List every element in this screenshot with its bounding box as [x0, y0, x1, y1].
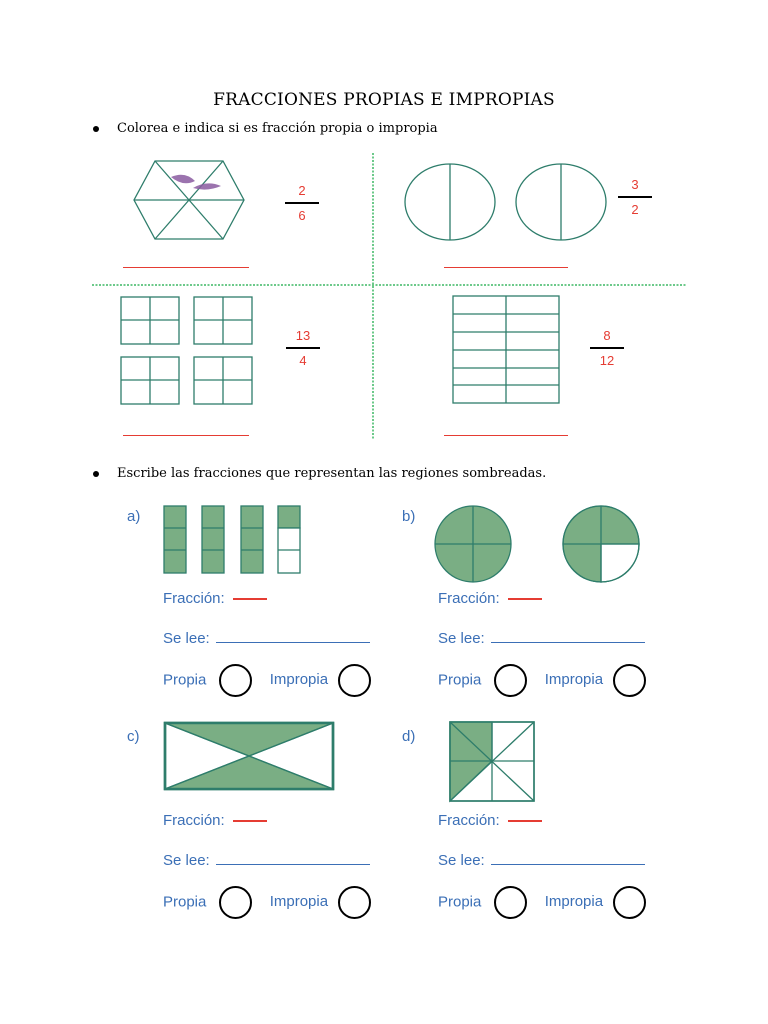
improper-label: Impropia: [269, 671, 329, 689]
improper-label: Impropia: [544, 671, 604, 689]
exercise-c-reads: [163, 852, 370, 869]
proper-label: Propia: [438, 671, 482, 689]
instruction-2-text: Escribe las fracciones que representan las regiones sombreadas.: [117, 466, 547, 481]
reads-label: Se lee:: [163, 852, 210, 869]
instruction-2: [93, 466, 546, 481]
reads-label: Se lee:: [163, 630, 210, 647]
fraction-blank[interactable]: [233, 820, 267, 822]
answer-line-4[interactable]: [444, 435, 568, 436]
fraction-label: Fracción:: [163, 590, 225, 607]
exercise-c-figure: [163, 721, 335, 791]
exercise-d-fraction: [438, 812, 542, 829]
exercise-a-classify: [163, 664, 371, 697]
proper-circle[interactable]: [494, 664, 527, 697]
exercise-a-fraction: [163, 590, 267, 607]
fraction-label: Fracción:: [163, 812, 225, 829]
exercise-b-reads: [438, 630, 645, 647]
exercise-d-classify: [438, 886, 646, 919]
denominator: 6: [298, 208, 306, 223]
exercise-b-figure: [433, 505, 643, 585]
fraction-bar: [286, 347, 320, 349]
twelve-part-rectangle: [452, 295, 562, 405]
reads-blank[interactable]: [491, 864, 645, 865]
hexagon-shape: [133, 160, 245, 240]
improper-label: Impropia: [269, 893, 329, 911]
halved-circles: [403, 163, 613, 243]
exercise-a-figure: [163, 505, 303, 575]
reads-blank[interactable]: [216, 864, 370, 865]
fraction-label: Fracción:: [438, 590, 500, 607]
answer-line-2[interactable]: [444, 267, 568, 268]
reads-blank[interactable]: [491, 642, 645, 643]
fraction-bar: [590, 347, 624, 349]
fraction-blank[interactable]: [233, 598, 267, 600]
improper-label: Impropia: [544, 893, 604, 911]
instruction-1-text: Colorea e indica si es fracción propia o impropia: [117, 121, 438, 136]
fraction-bar: [618, 196, 652, 198]
answer-line-1[interactable]: [123, 267, 249, 268]
exercise-c-fraction: [163, 812, 267, 829]
improper-circle[interactable]: [338, 664, 371, 697]
fraction-4: [589, 328, 625, 368]
exercise-c-classify: [163, 886, 371, 919]
fraction-1: [284, 183, 320, 223]
improper-circle[interactable]: [613, 664, 646, 697]
fraction-blank[interactable]: [508, 820, 542, 822]
exercise-a-reads: [163, 630, 370, 647]
reads-blank[interactable]: [216, 642, 370, 643]
proper-circle[interactable]: [219, 886, 252, 919]
page-title: FRACCIONES PROPIAS E IMPROPIAS: [213, 90, 555, 110]
numerator: 13: [295, 328, 311, 343]
reads-label: Se lee:: [438, 630, 485, 647]
fraction-bar: [285, 202, 319, 204]
reads-label: Se lee:: [438, 852, 485, 869]
exercise-c-letter: c): [127, 728, 140, 745]
proper-circle[interactable]: [219, 664, 252, 697]
answer-line-3[interactable]: [123, 435, 249, 436]
fraction-2: [617, 177, 653, 217]
proper-label: Propia: [163, 671, 207, 689]
improper-circle[interactable]: [338, 886, 371, 919]
numerator: 2: [298, 183, 306, 198]
exercise-b-fraction: [438, 590, 542, 607]
proper-label: Propia: [163, 893, 207, 911]
exercise-b-letter: b): [402, 508, 416, 525]
proper-label: Propia: [438, 893, 482, 911]
denominator: 12: [599, 353, 615, 368]
improper-circle[interactable]: [613, 886, 646, 919]
denominator: 4: [299, 353, 307, 368]
numerator: 8: [603, 328, 611, 343]
exercise-d-figure: [449, 721, 535, 803]
exercise-d-reads: [438, 852, 645, 869]
exercise-a-letter: a): [127, 508, 141, 525]
bullet-icon: [93, 471, 99, 477]
exercise-b-classify: [438, 664, 646, 697]
numerator: 3: [631, 177, 639, 192]
quartered-squares: [120, 296, 260, 406]
denominator: 2: [631, 202, 639, 217]
proper-circle[interactable]: [494, 886, 527, 919]
fraction-label: Fracción:: [438, 812, 500, 829]
fraction-blank[interactable]: [508, 598, 542, 600]
exercise-d-letter: d): [402, 728, 416, 745]
fraction-3: [285, 328, 321, 368]
